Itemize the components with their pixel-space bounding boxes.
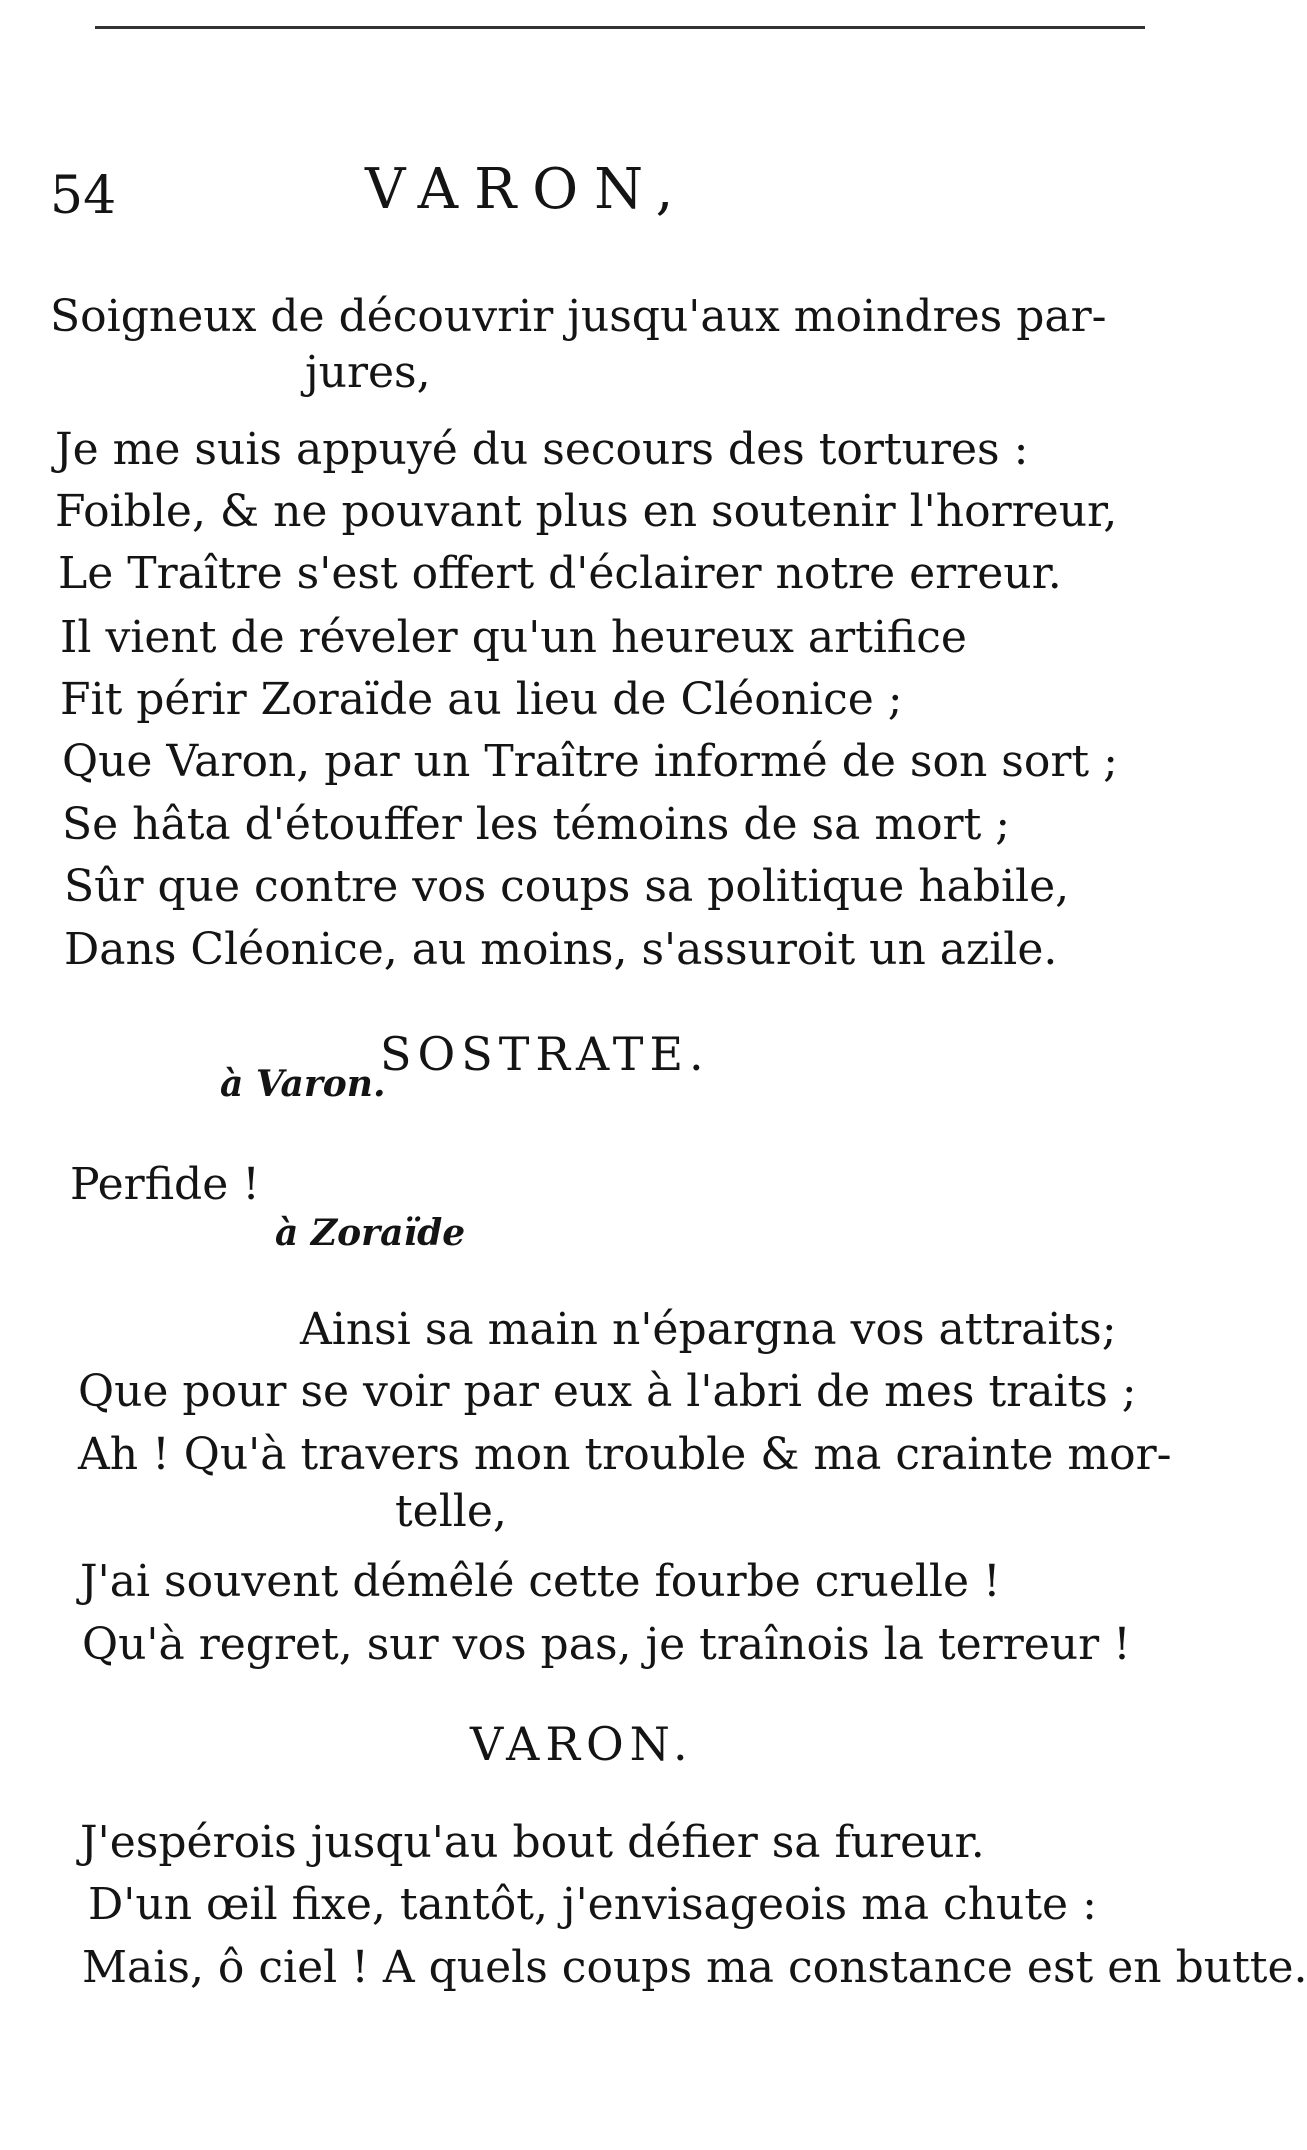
verse-line: Il vient de réveler qu'un heureux artifice [60,612,967,663]
verse-line: Se hâta d'étouffer les témoins de sa mort ; [62,799,1011,850]
top-rule [95,26,1145,29]
verse-line: Ainsi sa main n'épargna vos attraits; [300,1304,1117,1355]
stage-direction: à Zoraïde [275,1212,466,1254]
verse-line: Fit périr Zoraïde au lieu de Cléonice ; [60,674,903,725]
verse-line: Le Traître s'est offert d'éclairer notre erreur. [58,548,1062,599]
running-title: VARON, [365,157,690,222]
verse-line: jures, [305,347,431,398]
verse-line: Perfide ! [70,1159,260,1210]
verse-line: J'ai souvent démêlé cette fourbe cruelle ! [80,1556,1001,1607]
speaker-name: VARON. [470,1717,694,1771]
verse-line: Que Varon, par un Traître informé de son sort ; [62,736,1118,787]
verse-line: Qu'à regret, sur vos pas, je traînois la terreur ! [82,1619,1131,1670]
verse-line: Soigneux de découvrir jusqu'aux moindres par- [50,291,1107,342]
page-number: 54 [50,166,117,226]
verse-line: Dans Cléonice, au moins, s'assuroit un azile. [64,924,1058,975]
verse-line: J'espérois jusqu'au bout défier sa fureur. [80,1817,985,1868]
verse-line: Je me suis appuyé du secours des tortures : [55,424,1029,475]
verse-line: telle, [395,1486,507,1537]
speaker-name: SOSTRATE. [380,1027,710,1081]
verse-line: Sûr que contre vos coups sa politique habile, [64,861,1070,912]
verse-line: Que pour se voir par eux à l'abri de mes traits ; [78,1366,1137,1417]
stage-direction: à Varon. [220,1063,386,1105]
verse-line: Ah ! Qu'à travers mon trouble & ma crainte mor- [78,1429,1172,1480]
verse-line: Mais, ô ciel ! A quels coups ma constance est en butte. [82,1942,1307,1993]
verse-line: D'un œil fixe, tantôt, j'envisageois ma chute : [88,1879,1097,1930]
verse-line: Foible, & ne pouvant plus en soutenir l'horreur, [55,486,1118,537]
